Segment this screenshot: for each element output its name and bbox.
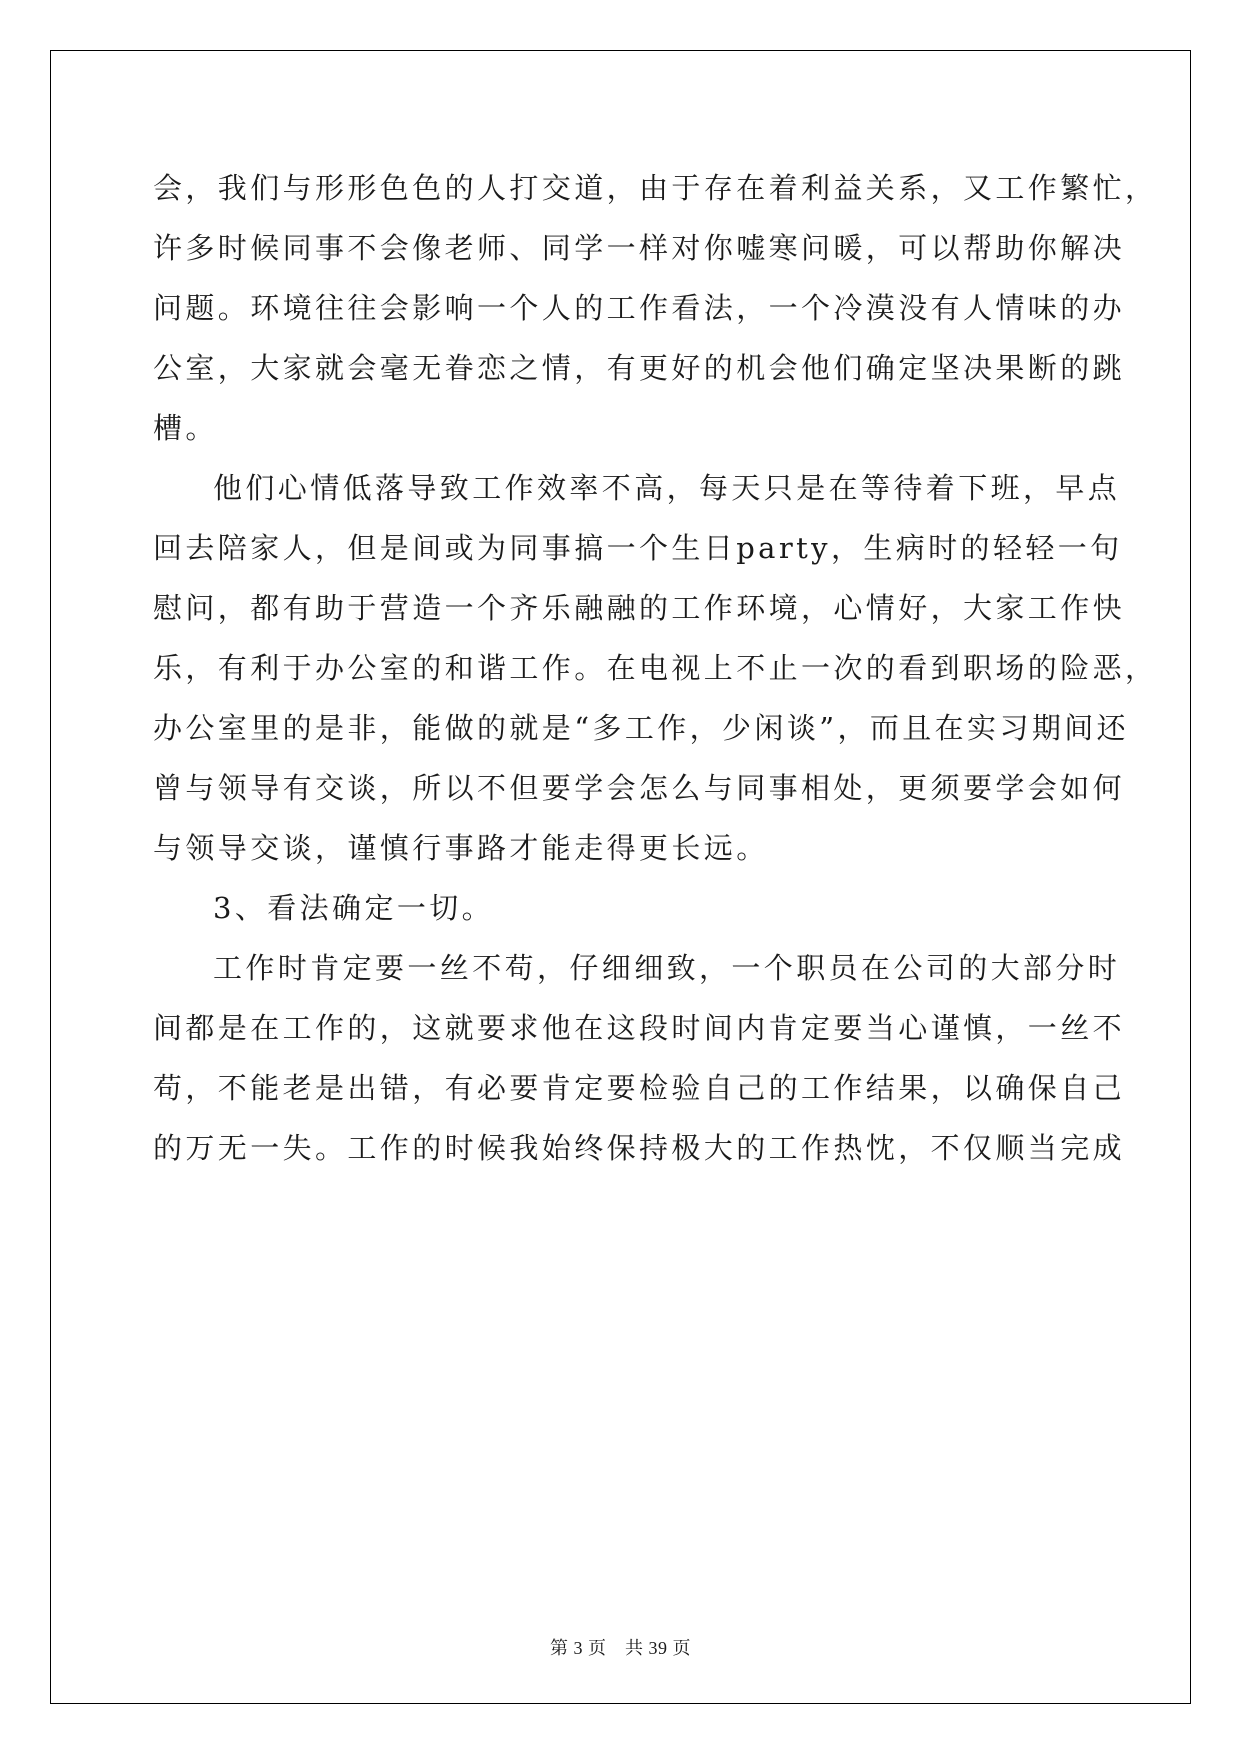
text-line: 槽。	[153, 411, 218, 445]
text-line: 慰问，都有助于营造一个齐乐融融的工作环境，心情好，大家工作快	[153, 591, 1126, 625]
text-line: 办公室里的是非，能做的就是“多工作，少闲谈”，而且在实习期间还	[153, 711, 1130, 745]
text-line: 间都是在工作的，这就要求他在这段时间内肯定要当心谨慎，一丝不	[153, 1011, 1126, 1045]
text-line: 乐，有利于办公室的和谐工作。在电视上不止一次的看到职场的险恶，	[153, 651, 1158, 685]
text-line: 的万无一失。工作的时候我始终保持极大的工作热忱，不仅顺当完成	[153, 1131, 1126, 1165]
text-line: 问题。环境往往会影响一个人的工作看法，一个冷漠没有人情味的办	[153, 291, 1126, 325]
paragraph-first-line: 工作时肯定要一丝不苟，仔细细致，一个职员在公司的大部分时	[213, 951, 1121, 985]
text-line: 苟，不能老是出错，有必要肯定要检验自己的工作结果，以确保自己	[153, 1071, 1126, 1105]
page-number-footer: 第 3 页 共 39 页	[550, 1638, 691, 1658]
text-line: 回去陪家人，但是间或为同事搞一个生日party，生病时的轻轻一句	[153, 531, 1123, 565]
paragraph-first-line: 他们心情低落导致工作效率不高，每天只是在等待着下班，早点	[213, 471, 1121, 505]
text-line: 会，我们与形形色色的人打交道，由于存在着利益关系，又工作繁忙，	[153, 171, 1158, 205]
section-heading: 3、看法确定一切。	[213, 891, 495, 925]
text-line: 曾与领导有交谈，所以不但要学会怎么与同事相处，更须要学会如何	[153, 771, 1126, 805]
text-line: 与领导交谈，谨慎行事路才能走得更长远。	[153, 831, 769, 865]
text-line: 许多时候同事不会像老师、同学一样对你嘘寒问暖，可以帮助你解决	[153, 231, 1126, 265]
text-line: 公室，大家就会毫无眷恋之情，有更好的机会他们确定坚决果断的跳	[153, 351, 1126, 385]
